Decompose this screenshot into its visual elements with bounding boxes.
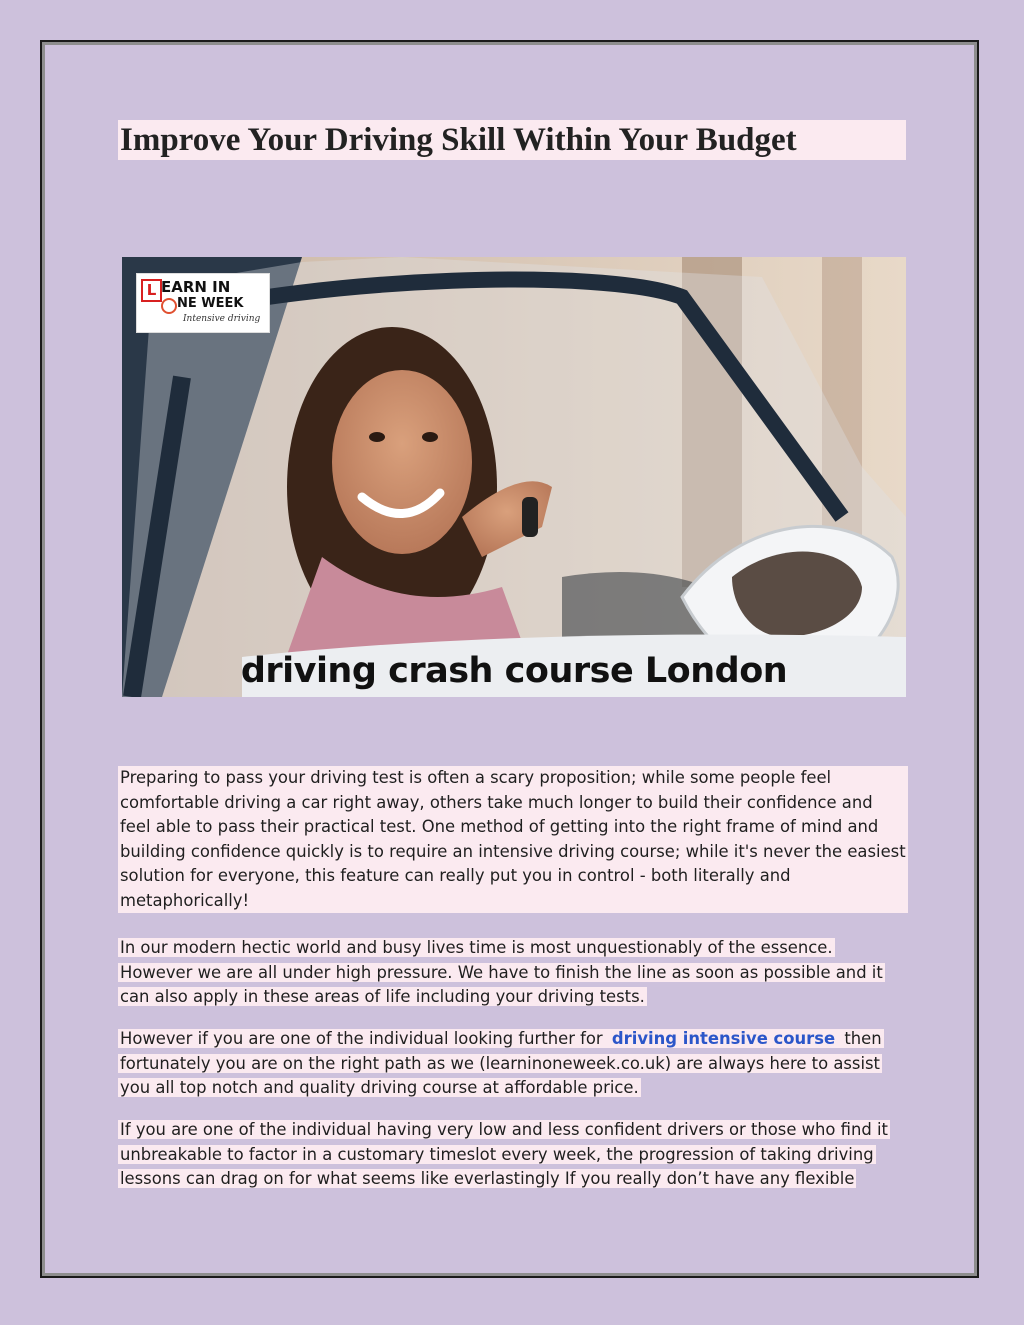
image-caption: driving crash course London [240,651,788,691]
steering-wheel-icon [161,298,177,314]
logo-line-2: NE WEEK [177,296,244,311]
paragraph-4-text: If you are one of the individual having very low and less confident drivers or those who find it unbreakable to factor in a customary timeslot every week, the progression of taking driving lessons can drag on for what seems like everlastingly If you really don’t have any flexible [120,1120,888,1188]
paragraph-3-text-after: then fortunately you are on the right path as we (learninoneweek.co.uk) are always here to assist you all top notch and quality driving course at affordable price. [120,1029,882,1097]
paragraph-3-text-before: However if you are one of the individual looking further for [120,1029,608,1048]
brand-logo [136,273,270,333]
document-title: Improve Your Driving Skill Within Your Budget [118,120,906,160]
paragraph-3 [118,1027,908,1101]
driving-intensive-course-link[interactable]: driving intensive course [611,1029,836,1048]
hero-image [122,257,906,697]
paragraph-2-text: In our modern hectic world and busy lives time is most unquestionably of the essence. However we are all under high pressure. We have to finish the line as soon as possible and it can also apply in these areas of life including your driving tests. [120,938,883,1006]
logo-tagline: Intensive driving [183,314,261,324]
paragraph-4 [118,1118,908,1192]
learner-plate-icon: L [141,279,162,302]
logo-line-1: EARN IN [161,278,231,296]
paragraph-1-text: Preparing to pass your driving test is often a scary proposition; while some people feel comfortable driving a car right away, others take much longer to build their confidence and feel able to pass their practical test. One method of getting into the right frame of mind and building confidence quickly is to require an intensive driving course; while it's never the easiest solution for everyone, this feature can really put you in control - both literally and metaphorically! [118,766,908,913]
paragraph-2 [118,936,908,1010]
paragraph-1 [118,766,908,913]
